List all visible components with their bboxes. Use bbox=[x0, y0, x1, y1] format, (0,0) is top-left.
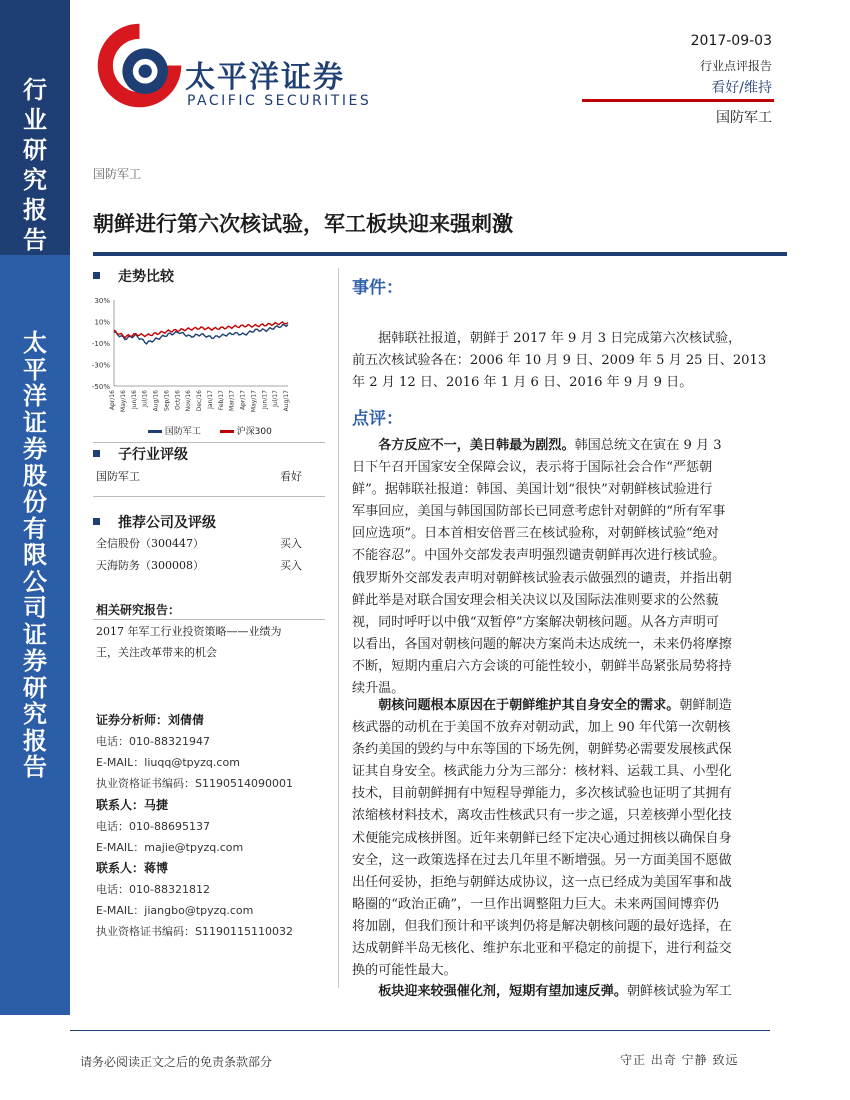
comment-p3-first-line bbox=[352, 981, 770, 1003]
divider bbox=[93, 496, 325, 497]
comment-line: 俄罗斯外交部发表声明对朝鲜核试验表示做强烈的谴责，并指出朝 bbox=[352, 570, 732, 586]
title-rule bbox=[93, 252, 787, 256]
legend-label-hs300: 沪深300 bbox=[236, 427, 272, 437]
banner-char: 洋 bbox=[23, 381, 47, 410]
chart-legend bbox=[148, 424, 272, 437]
comment-line: 军事回应，美国与韩国国防部长已同意考虑针对朝鲜的“所有军事 bbox=[352, 504, 726, 520]
analyst-email[interactable]: E-MAIL：liuqq@tpyzq.com bbox=[96, 756, 240, 769]
comment-line: 以看出，各国对朝核问题的解决方案尚未达成统一，未来仍将摩擦 bbox=[352, 636, 732, 652]
comment-line: 证其自身安全。核武能力分为三部分：核材料、运载工具、小型化 bbox=[352, 764, 732, 780]
comment-p3-bold: 板块迎来较强催化剂，短期有望加速反弹。 bbox=[378, 984, 627, 999]
comment-line: 朝鲜核试验为军工 bbox=[626, 984, 732, 999]
trend-heading-text: 走势比较 bbox=[118, 269, 174, 285]
comment-heading: 点评： bbox=[352, 409, 403, 429]
banner-char: 告 bbox=[23, 225, 47, 254]
recommend-rating: 买入 bbox=[280, 559, 302, 572]
recommend-company: 全信股份（300447） bbox=[96, 537, 204, 550]
comment-line: 朝鲜制造 bbox=[679, 698, 732, 713]
header-red-rule bbox=[582, 99, 774, 102]
comment-line: 鲜此举是对联合国安理会相关决议以及国际法准则要求的公然藐 bbox=[352, 592, 719, 608]
comment-p2-bold: 朝核问题根本原因在于朝鲜维护其自身安全的需求。 bbox=[378, 698, 680, 713]
chart-x-tick-label: Jun/16 bbox=[130, 390, 138, 410]
trend-chart bbox=[88, 290, 303, 438]
comment-line: 续升温。 bbox=[352, 681, 405, 697]
chart-series bbox=[114, 322, 288, 344]
contact-phone: 电话：010-88695137 bbox=[96, 820, 210, 833]
contact-email[interactable]: E-MAIL：majie@tpyzq.com bbox=[96, 841, 244, 854]
chart-y-tick-label: -10% bbox=[91, 340, 110, 348]
chart-y-tick-label: -30% bbox=[91, 361, 110, 370]
recommend-heading-text: 推荐公司及评级 bbox=[118, 515, 216, 531]
legend-label-defense: 国防军工 bbox=[164, 427, 201, 437]
comment-line: 达成朝鲜半岛无核化、维护东北亚和平稳定的前提下，进行利益交 bbox=[352, 941, 732, 957]
analyst-title: 证券分析师：刘倩倩 bbox=[96, 713, 205, 727]
divider bbox=[93, 442, 325, 443]
related-report-line1[interactable]: 2017 年军工行业投资策略——业绩为 bbox=[96, 625, 282, 638]
banner-top bbox=[0, 0, 70, 255]
logo-text-cn: 太平洋证券 bbox=[185, 60, 345, 95]
banner-char: 究 bbox=[23, 165, 47, 194]
comment-line: 鲜”。据韩联社报道：韩国、美国计划“很快”对朝鲜核试验进行 bbox=[352, 482, 713, 498]
chart-x-tick-label: Jul/17 bbox=[272, 390, 280, 407]
chart-y-tick-label: -50% bbox=[91, 383, 110, 391]
comment-line: 韩国总统文在寅在 9 月 3 bbox=[574, 438, 722, 453]
divider bbox=[93, 619, 325, 620]
banner-char: 研 bbox=[23, 672, 47, 702]
banner-char: 证 bbox=[23, 619, 47, 649]
related-report-line2[interactable]: 王，关注改革带来的机会 bbox=[96, 646, 217, 659]
comment-line: 核武器的动机在于美国不放弃对朝动武，加上 90 年代第一次朝核 bbox=[352, 720, 731, 736]
chart-y-tick-label: 30% bbox=[94, 297, 110, 305]
contact-email[interactable]: E-MAIL：jiangbo@tpyzq.com bbox=[96, 904, 254, 917]
sub-rating-row bbox=[96, 468, 302, 484]
banner-char: 司 bbox=[23, 593, 47, 622]
recommend-row bbox=[96, 557, 302, 573]
legend-swatch-hs300 bbox=[220, 430, 234, 433]
chart-x-tick-label: Aug/16 bbox=[152, 390, 160, 412]
banner-bottom bbox=[0, 255, 70, 1015]
recommend-heading bbox=[93, 512, 216, 532]
banner-char: 份 bbox=[23, 487, 47, 516]
banner-char: 券 bbox=[23, 646, 47, 675]
chart-x-tick-label: Jun/17 bbox=[261, 390, 269, 410]
report-rating: 看好/维持 bbox=[711, 80, 772, 96]
banner-char: 券 bbox=[23, 434, 47, 463]
event-line: 年 2 月 12 日、2016 年 1 月 6 日、2016 年 9 月 9 日。 bbox=[352, 375, 693, 391]
banner-bottom-text bbox=[0, 330, 70, 781]
chart-x-ticks bbox=[109, 390, 290, 412]
banner-char: 有 bbox=[23, 513, 47, 543]
chart-y-ticks bbox=[92, 297, 110, 391]
banner-char: 究 bbox=[23, 699, 47, 728]
comment-paragraph-2 bbox=[352, 695, 770, 982]
recommend-company: 天海防务（300008） bbox=[96, 559, 204, 572]
report-date: 2017-09-03 bbox=[690, 33, 772, 49]
left-banner bbox=[0, 0, 70, 1100]
comment-paragraph-1 bbox=[352, 435, 770, 700]
contact-license: 执业资格证书编码：S1190115110032 bbox=[96, 925, 293, 938]
comment-p1-first-line bbox=[352, 435, 770, 457]
comment-line: 技术，目前朝鲜拥有中短程导弹能力，多次核试验也证明了其拥有 bbox=[352, 786, 732, 802]
sub-rating-value: 看好 bbox=[280, 470, 302, 483]
event-line: 据韩联社报道，朝鲜于 2017 年 9 月 3 日完成第六次核试验， bbox=[352, 331, 742, 346]
comment-line: 略圈的“政治正确”，一旦作出调整阻力巨大。未来两国间博弈仍 bbox=[352, 896, 719, 912]
sector-tag: 国防军工 bbox=[93, 167, 142, 181]
banner-char: 行 bbox=[23, 75, 47, 104]
comment-line: 不断，短期内重启六方会谈的可能性较小，朝鲜半岛紧张局势将持 bbox=[352, 658, 732, 674]
chart-x-tick-label: Mar/17 bbox=[228, 390, 236, 411]
sub-rating-name: 国防军工 bbox=[96, 470, 140, 483]
comment-p2-first-line bbox=[352, 695, 770, 717]
chart-x-tick-label: May/17 bbox=[250, 390, 258, 413]
footer-motto: 守正 出奇 宁静 致远 bbox=[620, 1053, 739, 1067]
chart-x-tick-label: Dec/16 bbox=[196, 390, 203, 412]
banner-char: 平 bbox=[23, 354, 47, 384]
comment-line: 日下午召开国家安全保障会议，表示将于国际社会合作“严惩朝 bbox=[352, 460, 713, 476]
recommend-row bbox=[96, 535, 302, 551]
chart-x-tick-label: May/16 bbox=[119, 390, 127, 413]
banner-char: 公 bbox=[23, 566, 47, 596]
contact-title: 联系人：马捷 bbox=[96, 798, 169, 812]
contact-phone: 电话：010-88321812 bbox=[96, 883, 210, 896]
report-type: 行业点评报告 bbox=[699, 59, 772, 73]
banner-char: 业 bbox=[23, 105, 47, 134]
event-heading: 事件： bbox=[352, 278, 403, 298]
comment-line: 回应选项”。日本首相安倍晋三在核试验称，对朝鲜核试验“绝对 bbox=[352, 526, 719, 542]
chart-x-tick-label: Oct/16 bbox=[174, 390, 182, 411]
report-title: 朝鲜进行第六次核试验，军工板块迎来强刺激 bbox=[93, 211, 513, 236]
comment-line: 将加剧，但我们预计和平谈判仍将是解决朝核问题的最好选择，在 bbox=[352, 918, 732, 934]
chart-x-tick-label: Apr/16 bbox=[109, 390, 116, 411]
chart-frame bbox=[114, 300, 288, 386]
banner-char: 太 bbox=[23, 328, 47, 357]
related-heading: 相关研究报告： bbox=[96, 603, 181, 617]
banner-top-text bbox=[0, 75, 70, 255]
banner-char: 报 bbox=[23, 195, 47, 224]
banner-char: 股 bbox=[23, 460, 47, 490]
chart-x-tick-label: Jul/16 bbox=[141, 390, 149, 407]
comment-line: 不能容忍”。中国外交部发表声明强烈谴责朝鲜再次进行核试验。 bbox=[352, 548, 726, 564]
comment-line: 视，同时呼吁以中俄“双暂停”方案解决朝核问题。从各方声明可 bbox=[352, 614, 719, 630]
recommend-rating: 买入 bbox=[280, 537, 302, 550]
comment-line: 安全，这一政策选择在过去几年里不断增强。另一方面美国不愿做 bbox=[352, 852, 732, 868]
comment-line: 条约美国的毁约与中东等国的下场先例，朝鲜势必需要发展核武保 bbox=[352, 742, 732, 758]
bullet-square-icon bbox=[93, 272, 100, 279]
chart-x-tick-label: Jan/17 bbox=[206, 390, 214, 409]
chart-y-tick-label: 10% bbox=[94, 318, 110, 327]
chart-x-tick-label: Sep/16 bbox=[163, 390, 171, 411]
comment-line: 换的可能性最大。 bbox=[352, 963, 457, 979]
footer-disclaimer[interactable]: 请务必阅读正文之后的免责条款部分 bbox=[80, 1055, 273, 1069]
chart-x-tick-label: Apr/17 bbox=[239, 390, 247, 411]
banner-char: 证 bbox=[23, 407, 47, 437]
analyst-license: 执业资格证书编码：S1190514090001 bbox=[96, 777, 293, 790]
chart-x-tick-label: Aug/17 bbox=[283, 390, 290, 412]
sub-rating-heading bbox=[93, 444, 188, 464]
report-industry: 国防军工 bbox=[716, 110, 772, 126]
footer-rule bbox=[70, 1030, 770, 1031]
event-line: 前五次核试验各在：2006 年 10 月 9 日、2009 年 5 月 25 日、2013 bbox=[352, 353, 767, 369]
sub-rating-heading-text: 子行业评级 bbox=[118, 447, 188, 463]
column-divider bbox=[338, 268, 339, 988]
comment-paragraph-3 bbox=[352, 981, 770, 1003]
comment-line: 术便能完成核拼图。近年来朝鲜已经下定决心通过拥核以确保自身 bbox=[352, 830, 732, 846]
bullet-square-icon bbox=[93, 450, 100, 457]
banner-char: 限 bbox=[23, 540, 47, 569]
comment-line: 出任何妥协，拒绝与朝鲜达成协议，这一点已经成为美国军事和战 bbox=[352, 874, 732, 890]
bullet-square-icon bbox=[93, 518, 100, 525]
pacific-securities-logo-icon bbox=[92, 18, 187, 113]
chart-x-tick-label: Feb/17 bbox=[217, 390, 225, 411]
contact-title: 联系人：蒋博 bbox=[96, 861, 169, 875]
logo-text-en: PACIFIC SECURITIES bbox=[187, 93, 372, 109]
banner-char: 报 bbox=[23, 725, 47, 755]
legend-swatch-defense bbox=[148, 430, 162, 433]
trend-heading bbox=[93, 266, 174, 286]
chart-x-tick-label: Nov/16 bbox=[185, 390, 193, 412]
banner-char: 研 bbox=[23, 135, 47, 164]
banner-char: 告 bbox=[23, 752, 47, 781]
comment-p1-bold: 各方反应不一，美日韩最为剧烈。 bbox=[378, 438, 575, 453]
analyst-phone: 电话：010-88321947 bbox=[96, 735, 210, 748]
comment-line: 浓缩核材料技术，离攻击性核武只有一步之遥，只差核弹小型化技 bbox=[352, 808, 732, 824]
event-paragraph bbox=[352, 328, 770, 394]
